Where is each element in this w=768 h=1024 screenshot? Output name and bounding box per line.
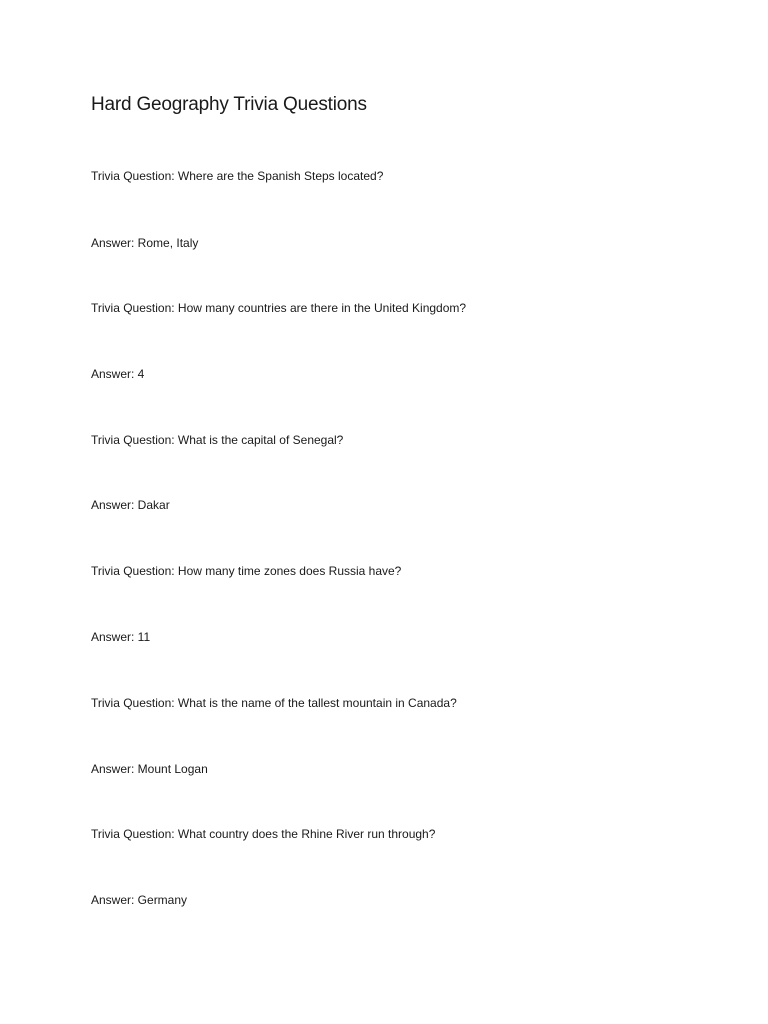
trivia-answer: Answer: Germany (91, 893, 188, 907)
trivia-answer: Answer: Dakar (91, 498, 170, 512)
trivia-answer: Answer: Rome, Italy (91, 236, 199, 250)
trivia-answer: Answer: 11 (91, 630, 151, 644)
trivia-question: Trivia Question: Where are the Spanish Steps located? (91, 169, 384, 183)
trivia-question: Trivia Question: What is the name of the tallest mountain in Canada? (91, 696, 457, 710)
trivia-question: Trivia Question: What is the capital of Senegal? (91, 433, 344, 447)
trivia-answer: Answer: Mount Logan (91, 762, 208, 776)
trivia-question: Trivia Question: How many countries are there in the United Kingdom? (91, 301, 467, 315)
document-title: Hard Geography Trivia Questions (91, 94, 367, 115)
trivia-answer: Answer: 4 (91, 367, 145, 381)
trivia-question: Trivia Question: What country does the Rhine River run through? (91, 827, 436, 841)
trivia-question: Trivia Question: How many time zones does Russia have? (91, 564, 402, 578)
